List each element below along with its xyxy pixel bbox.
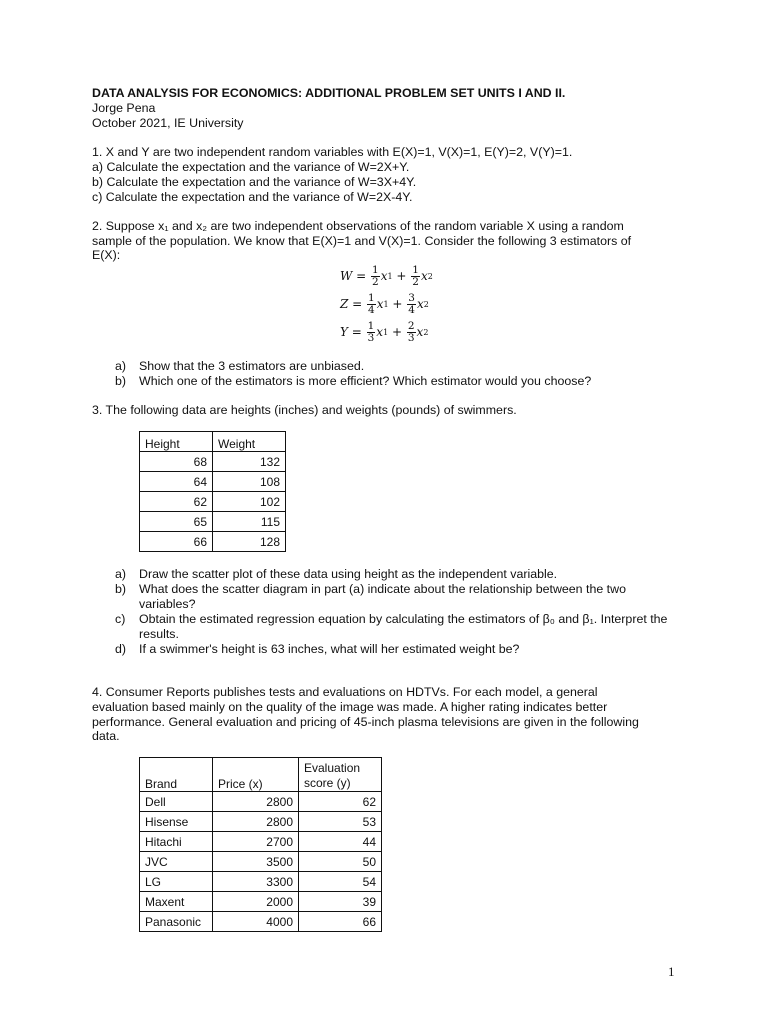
table-cell: 132: [213, 452, 286, 472]
table-cell: 66: [299, 912, 382, 932]
table-cell: Hisense: [140, 812, 213, 832]
item-label: a): [115, 567, 127, 581]
estimator-symbol: Z: [340, 297, 349, 311]
estimator-symbol: Y: [340, 325, 348, 339]
fraction-numerator: 1: [367, 319, 375, 332]
list-item: [115, 642, 674, 657]
list-item: [115, 612, 674, 642]
q4-intro-line4: data.: [92, 729, 120, 743]
table-row: [140, 892, 382, 912]
table-row: [140, 852, 382, 872]
table-row: [140, 512, 286, 532]
table-cell: 68: [140, 452, 213, 472]
item-text: If a swimmer's height is 63 inches, what will her estimated weight be?: [139, 642, 520, 656]
item-label: b): [115, 582, 127, 596]
table-cell: 102: [213, 492, 286, 512]
table-row: [140, 792, 382, 812]
table-cell: 2800: [213, 792, 299, 812]
table-cell: 50: [299, 852, 382, 872]
q3-intro: 3. The following data are heights (inches) and weights (pounds) of swimmers.: [92, 403, 517, 417]
table-cell: Dell: [140, 792, 213, 812]
table-cell: 65: [140, 512, 213, 532]
q2-item-list: [115, 359, 674, 389]
item-label: a): [115, 359, 127, 373]
table-cell: 3500: [213, 852, 299, 872]
item-label: b): [115, 374, 127, 388]
page-number: 1: [668, 964, 675, 979]
fraction-denominator: 2: [412, 275, 419, 288]
column-header: Height: [140, 432, 213, 452]
table-cell: 64: [140, 472, 213, 492]
list-item: [115, 374, 674, 389]
estimator-symbol: W: [340, 269, 353, 283]
table-header-row: [140, 758, 382, 792]
table-cell: 108: [213, 472, 286, 492]
fraction-numerator: 1: [368, 291, 375, 304]
fraction-denominator: 3: [407, 331, 415, 344]
table-row: [140, 912, 382, 932]
estimator-z: Z = $\frac{1}{4}$ x 1 + $\frac{3}{4}$ x 2: [340, 291, 429, 316]
q2-intro-line2: sample of the population. We know that E(X)=1 and V(X)=1. Consider the following 3 estimators of: [92, 234, 632, 248]
author-name: Jorge Pena: [92, 101, 156, 115]
table-cell: 4000: [213, 912, 299, 932]
item-text: Obtain the estimated regression equation by calculating the estimators of β₀ and β₁. Interpret the results.: [139, 612, 668, 641]
table-cell: 62: [299, 792, 382, 812]
fraction-denominator: 4: [368, 303, 375, 316]
table-cell: Panasonic: [140, 912, 213, 932]
table-cell: 2000: [213, 892, 299, 912]
column-header: Evaluation score (y): [299, 758, 382, 792]
q2-intro-line3: E(X):: [92, 248, 121, 262]
item-text: Show that the 3 estimators are unbiased.: [139, 359, 365, 373]
table-cell: 53: [299, 812, 382, 832]
fraction-numerator: 1: [412, 263, 419, 276]
fraction-numerator: 3: [408, 291, 415, 304]
q3-item-list: [115, 567, 674, 657]
fraction-denominator: 4: [408, 303, 415, 316]
item-text: Draw the scatter plot of these data using height as the independent variable.: [139, 567, 558, 581]
table-row: [140, 832, 382, 852]
table-row: [140, 472, 286, 492]
estimator-w: W = $\frac{1}{2}$ x 1 + $\frac{1}{2}$ x 2: [340, 263, 433, 288]
table-cell: 115: [213, 512, 286, 532]
table-cell: 2800: [213, 812, 299, 832]
column-header: Weight: [213, 432, 286, 452]
table-cell: 2700: [213, 832, 299, 852]
table-row: [140, 812, 382, 832]
column-header: Brand: [140, 758, 213, 792]
table-cell: Maxent: [140, 892, 213, 912]
q1-part-a: a) Calculate the expectation and the variance of W=2X+Y.: [92, 160, 410, 174]
list-item: [115, 567, 674, 582]
item-label: c): [115, 612, 126, 626]
table-row: [140, 452, 286, 472]
table-row: [140, 872, 382, 892]
table-cell: 3300: [213, 872, 299, 892]
column-header: Price (x): [213, 758, 299, 792]
q1-part-b: b) Calculate the expectation and the variance of W=3X+4Y.: [92, 175, 417, 189]
hdtv-table: [139, 757, 382, 932]
table-cell: 66: [140, 532, 213, 552]
estimator-y: Y = $\frac{1}{3}$ x 1 + $\frac{2}{3}$ x 2: [340, 319, 429, 344]
q2-intro-line1: 2. Suppose x₁ and x₂ are two independent observations of the random variable X using a random: [92, 219, 624, 233]
item-label: d): [115, 642, 127, 656]
document-date: October 2021, IE University: [92, 116, 244, 130]
table-cell: 39: [299, 892, 382, 912]
fraction-denominator: 2: [372, 275, 379, 288]
list-item: [115, 359, 674, 374]
fraction-denominator: 3: [367, 331, 375, 344]
table-cell: 128: [213, 532, 286, 552]
list-item: [115, 582, 674, 612]
table-cell: 62: [140, 492, 213, 512]
q4-intro-line1: 4. Consumer Reports publishes tests and evaluations on HDTVs. For each model, a general: [92, 685, 598, 699]
q4-intro-line3: performance. General evaluation and pricing of 45-inch plasma televisions are given in the following: [92, 715, 639, 729]
table-header-row: [140, 432, 286, 452]
item-text: What does the scatter diagram in part (a) indicate about the relationship between the two variables?: [139, 582, 626, 611]
table-row: [140, 492, 286, 512]
item-text: Which one of the estimators is more efficient? Which estimator would you choose?: [139, 374, 592, 388]
swimmers-table: [139, 431, 286, 552]
q1-part-c: c) Calculate the expectation and the variance of W=2X-4Y.: [92, 190, 413, 204]
table-cell: 44: [299, 832, 382, 852]
table-row: [140, 532, 286, 552]
table-cell: 54: [299, 872, 382, 892]
table-cell: LG: [140, 872, 213, 892]
q1-intro: 1. X and Y are two independent random variables with E(X)=1, V(X)=1, E(Y)=2, V(Y)=1.: [92, 145, 573, 159]
fraction-numerator: 1: [372, 263, 379, 276]
table-cell: Hitachi: [140, 832, 213, 852]
fraction-numerator: 2: [407, 319, 415, 332]
q4-intro-line2: evaluation based mainly on the quality of the image was made. A higher rating indicates better: [92, 700, 608, 714]
table-cell: JVC: [140, 852, 213, 872]
document-title: DATA ANALYSIS FOR ECONOMICS: ADDITIONAL PROBLEM SET UNITS I AND II.: [92, 86, 566, 100]
